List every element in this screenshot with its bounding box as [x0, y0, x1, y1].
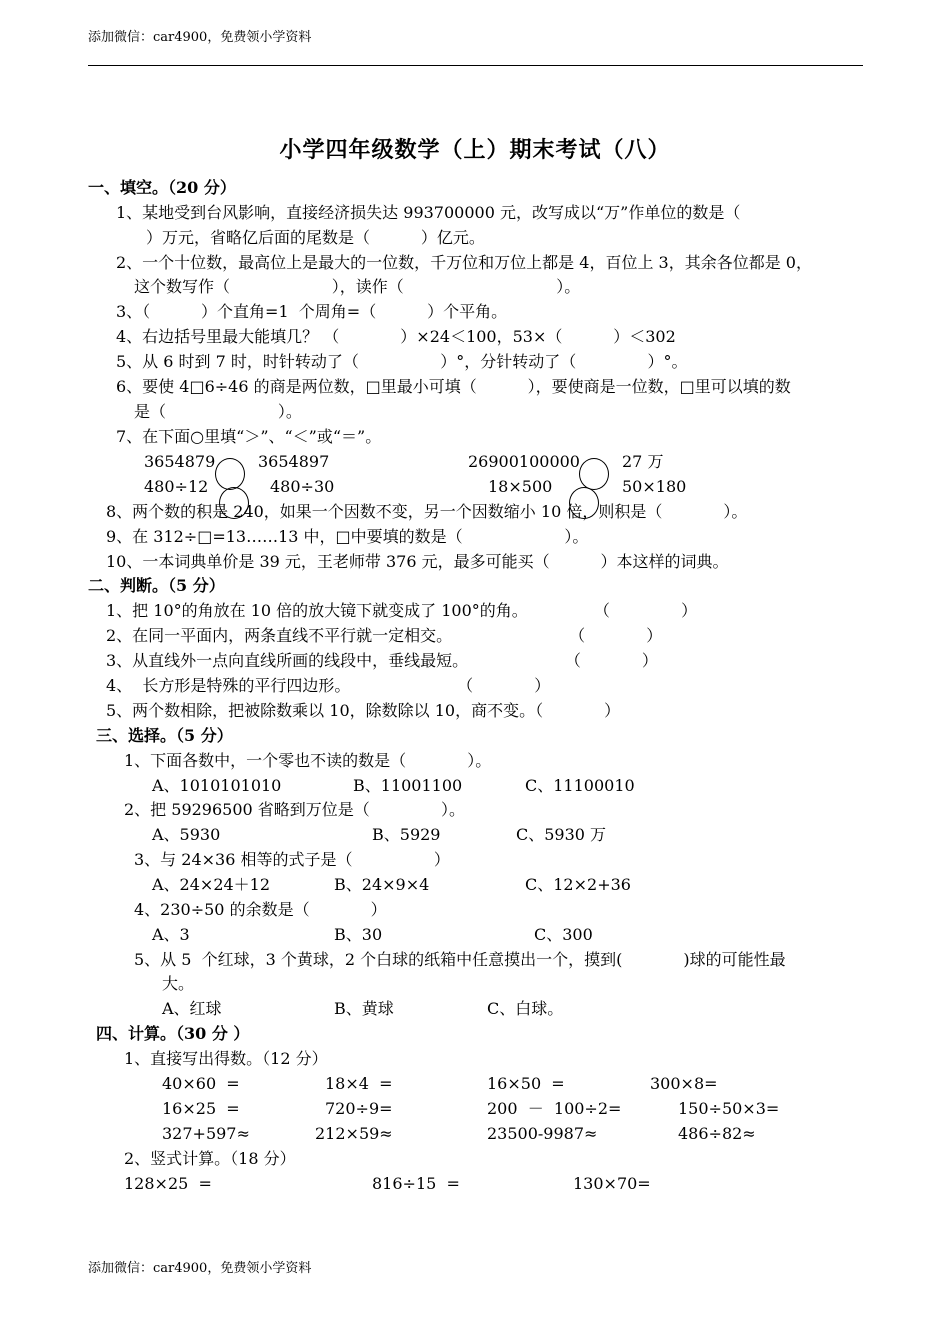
section-2-heading: 二、判断。（5 分） [88, 576, 225, 595]
compare-circle-2[interactable] [579, 458, 609, 490]
s1-q2-line2: 这个数写作（ ），读作（ ）。 [134, 277, 581, 296]
vertical-calc-3: 130×70= [573, 1174, 651, 1193]
s3-q2: 2、把 59296500 省略到万位是（ ）。 [124, 800, 465, 819]
s3-q5-line2: 大。 [162, 974, 195, 993]
s3-q2-c: C、5930 万 [516, 825, 607, 844]
vertical-calc-1: 128×25 = [124, 1174, 212, 1193]
calc-1-3: 16×50 = [487, 1074, 565, 1093]
s1-q1-line1: 1、某地受到台风影响，直接经济损失达 993700000 元，改写成以“万”作单位的数是（ [116, 203, 741, 222]
calc-3-3: 23500-9987≈ [487, 1124, 598, 1143]
s1-q7-a-left: 3654879 [144, 452, 216, 471]
compare-circle-1[interactable] [215, 458, 245, 490]
calc-3-4: 486÷82≈ [678, 1124, 756, 1143]
calc-3-1: 327+597≈ [162, 1124, 250, 1143]
s3-q4: 4、230÷50 的余数是（ ） [134, 900, 387, 919]
s3-q3: 3、与 24×36 相等的式子是（ ） [134, 850, 450, 869]
s3-q2-b: B、5929 [372, 825, 441, 844]
s3-q4-b: B、30 [334, 925, 383, 944]
s4-part1-heading: 1、直接写出得数。（12 分） [124, 1049, 328, 1068]
s1-q7-c-left: 480÷12 [144, 477, 209, 496]
s1-q9: 9、在 312÷□=13……13 中，□中要填的数是（ ）。 [106, 527, 589, 546]
s1-q7-b-left: 26900100000 [468, 452, 580, 471]
s3-q1-c: C、11100010 [525, 776, 635, 795]
s3-q5-a: A、红球 [162, 999, 222, 1018]
calc-2-2: 720÷9= [325, 1099, 393, 1118]
calc-1-1: 40×60 = [162, 1074, 240, 1093]
s1-q7-d-left: 18×500 [488, 477, 553, 496]
calc-1-4: 300×8= [650, 1074, 718, 1093]
s2-q4: 4、 长方形是特殊的平行四边形。 （ ） [106, 676, 551, 695]
s3-q1-b: B、11001100 [353, 776, 463, 795]
s1-q7-b-right: 27 万 [622, 452, 664, 471]
s1-q8: 8、两个数的积是 240，如果一个因数不变，另一个因数缩小 10 倍，则积是（ ）。 [106, 502, 748, 521]
calc-2-1: 16×25 = [162, 1099, 240, 1118]
s2-q2: 2、在同一平面内，两条直线不平行就一定相交。 （ ） [106, 626, 663, 645]
s3-q1: 1、下面各数中，一个零也不读的数是（ ）。 [124, 751, 492, 770]
s1-q3: 3、（ ）个直角=1 个周角=（ ）个平角。 [116, 302, 508, 321]
s3-q5-line1: 5、从 5 个红球，3 个黄球，2 个白球的纸箱中任意摸出一个，摸到( )球的可能性最 [134, 950, 786, 969]
s3-q3-b: B、24×9×4 [334, 875, 430, 894]
calc-3-2: 212×59≈ [315, 1124, 393, 1143]
s1-q7-c-right: 480÷30 [270, 477, 335, 496]
compare-circle-4[interactable] [569, 487, 599, 519]
s3-q3-c: C、12×2+36 [525, 875, 631, 894]
s2-q3: 3、从直线外一点向直线所画的线段中，垂线最短。 （ ） [106, 651, 658, 670]
s3-q2-a: A、5930 [152, 825, 221, 844]
header-text: 添加微信：car4900，免费领小学资料 [88, 30, 312, 45]
s2-q1: 1、把 10°的角放在 10 倍的放大镜下就变成了 100°的角。 （ ） [106, 601, 698, 620]
s4-part2-heading: 2、竖式计算。（18 分） [124, 1149, 296, 1168]
s3-q1-a: A、1010101010 [152, 776, 282, 795]
s3-q5-b: B、黄球 [334, 999, 394, 1018]
s1-q10: 10、一本词典单价是 39 元，王老师带 376 元，最多可能买（ ）本这样的词典。 [106, 552, 729, 571]
s1-q5: 5、从 6 时到 7 时，时针转动了（ ）°，分针转动了（ ）°。 [116, 352, 688, 371]
section-4-heading: 四、计算。（30 分 ） [96, 1024, 250, 1043]
footer-text: 添加微信：car4900，免费领小学资料 [88, 1261, 312, 1276]
s3-q5-c: C、白球。 [487, 999, 564, 1018]
vertical-calc-2: 816÷15 = [372, 1174, 460, 1193]
s1-q6-line1: 6、要使 4□6÷46 的商是两位数，□里最小可填（ ），要使商是一位数，□里可以填的数 [116, 377, 791, 396]
s1-q7-a-right: 3654897 [258, 452, 330, 471]
s1-q7: 7、在下面○里填“＞”、“＜”或“＝”。 [116, 427, 382, 446]
s1-q4: 4、右边括号里最大能填几？ （ ）×24＜100，53×（ ）＜302 [116, 327, 676, 346]
s1-q7-d-right: 50×180 [622, 477, 687, 496]
page-title: 小学四年级数学（上）期末考试（八） [279, 137, 671, 163]
s2-q5: 5、两个数相除，把被除数乘以 10，除数除以 10，商不变。（ ） [106, 701, 621, 720]
s3-q3-a: A、24×24＋12 [152, 875, 271, 894]
calc-2-4: 150÷50×3= [678, 1099, 780, 1118]
s1-q1-line2: ）万元，省略亿后面的尾数是（ ）亿元。 [146, 228, 485, 247]
header-rule [88, 65, 863, 66]
s3-q4-c: C、300 [534, 925, 593, 944]
section-1-heading: 一、填空。（20 分） [88, 178, 236, 197]
calc-2-3: 200 － 100÷2= [487, 1099, 622, 1118]
section-3-heading: 三、选择。（5 分） [96, 726, 233, 745]
s1-q6-line2: 是（ ）。 [134, 402, 302, 421]
s3-q4-a: A、3 [152, 925, 190, 944]
compare-circle-3[interactable] [219, 487, 249, 519]
calc-1-2: 18×4 = [325, 1074, 393, 1093]
s1-q2-line1: 2、一个十位数，最高位上是最大的一位数，千万位和万位上都是 4，百位上 3，其余各位都是 0， [116, 253, 812, 272]
